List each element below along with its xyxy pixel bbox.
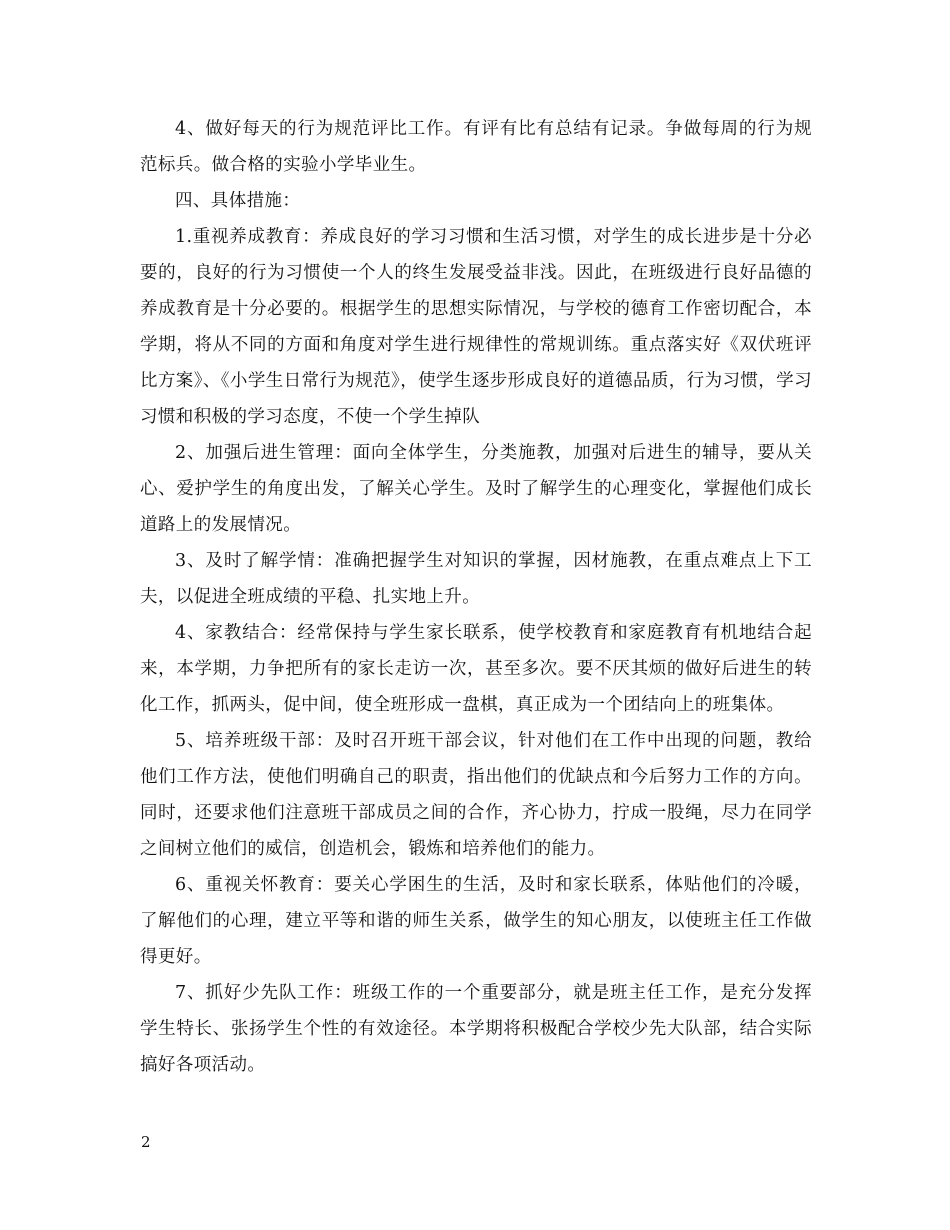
paragraph-measure-3: 3、及时了解学情：准确把握学生对知识的掌握，因材施教，在重点难点上下工夫，以促进全班成绩的平稳、扎实地上升。 [140, 551, 812, 607]
paragraph-measure-4: 4、家教结合：经常保持与学生家长联系，使学校教育和家庭教育有机地结合起来，本学期，力争把所有的家长走访一次，甚至多次。要不厌其烦的做好后进生的转化工作，抓两头，促中间，使全班形成一盘棋，真正成为一个团结向上的班集体。 [140, 623, 812, 715]
paragraph-measure-7: 7、抓好少先队工作：班级工作的一个重要部分，就是班主任工作，是充分发挥学生特长、张扬学生个性的有效途径。本学期将积极配合学校少先大队部，结合实际搞好各项活动。 [140, 983, 812, 1075]
paragraph-item-4-behavior: 4、做好每天的行为规范评比工作。有评有比有总结有记录。争做每周的行为规范标兵。做合格的实验小学毕业生。 [140, 119, 812, 175]
page-number: 2 [141, 1133, 151, 1151]
paragraph-measure-5: 5、培养班级干部：及时召开班干部会议，针对他们在工作中出现的问题，教给他们工作方法，使他们明确自己的职责，指出他们的优缺点和今后努力工作的方向。同时，还要求他们注意班干部成员之间的合作，齐心协力，拧成一股绳，尽力在同学之间树立他们的威信，创造机会，锻炼和培养他们的能力。 [140, 731, 812, 859]
paragraph-measure-6: 6、重视关怀教育：要关心学困生的生活，及时和家长联系，体贴他们的冷暖，了解他们的心理，建立平等和谐的师生关系，做学生的知心朋友，以使班主任工作做得更好。 [140, 875, 812, 967]
document-body [140, 111, 812, 1083]
paragraph-measure-1: 1.重视养成教育：养成良好的学习习惯和生活习惯，对学生的成长进步是十分必要的，良好的行为习惯使一个人的终生发展受益非浅。因此，在班级进行良好品德的养成教育是十分必要的。根据学生的思想实际情况，与学校的德育工作密切配合，本学期，将从不同的方面和角度对学生进行规律性的常规训练。重点落实好《双伏班评比方案》、《小学生日常行为规范》，使学生逐步形成良好的道德品质，行为习惯，学习习惯和积极的学习态度，不使一个学生掉队 [140, 227, 812, 427]
paragraph-measure-2: 2、加强后进生管理：面向全体学生，分类施教，加强对后进生的辅导，要从关心、爱护学生的角度出发，了解关心学生。及时了解学生的心理变化，掌握他们成长道路上的发展情况。 [140, 443, 812, 535]
section-heading-measures: 四、具体措施： [175, 191, 301, 211]
